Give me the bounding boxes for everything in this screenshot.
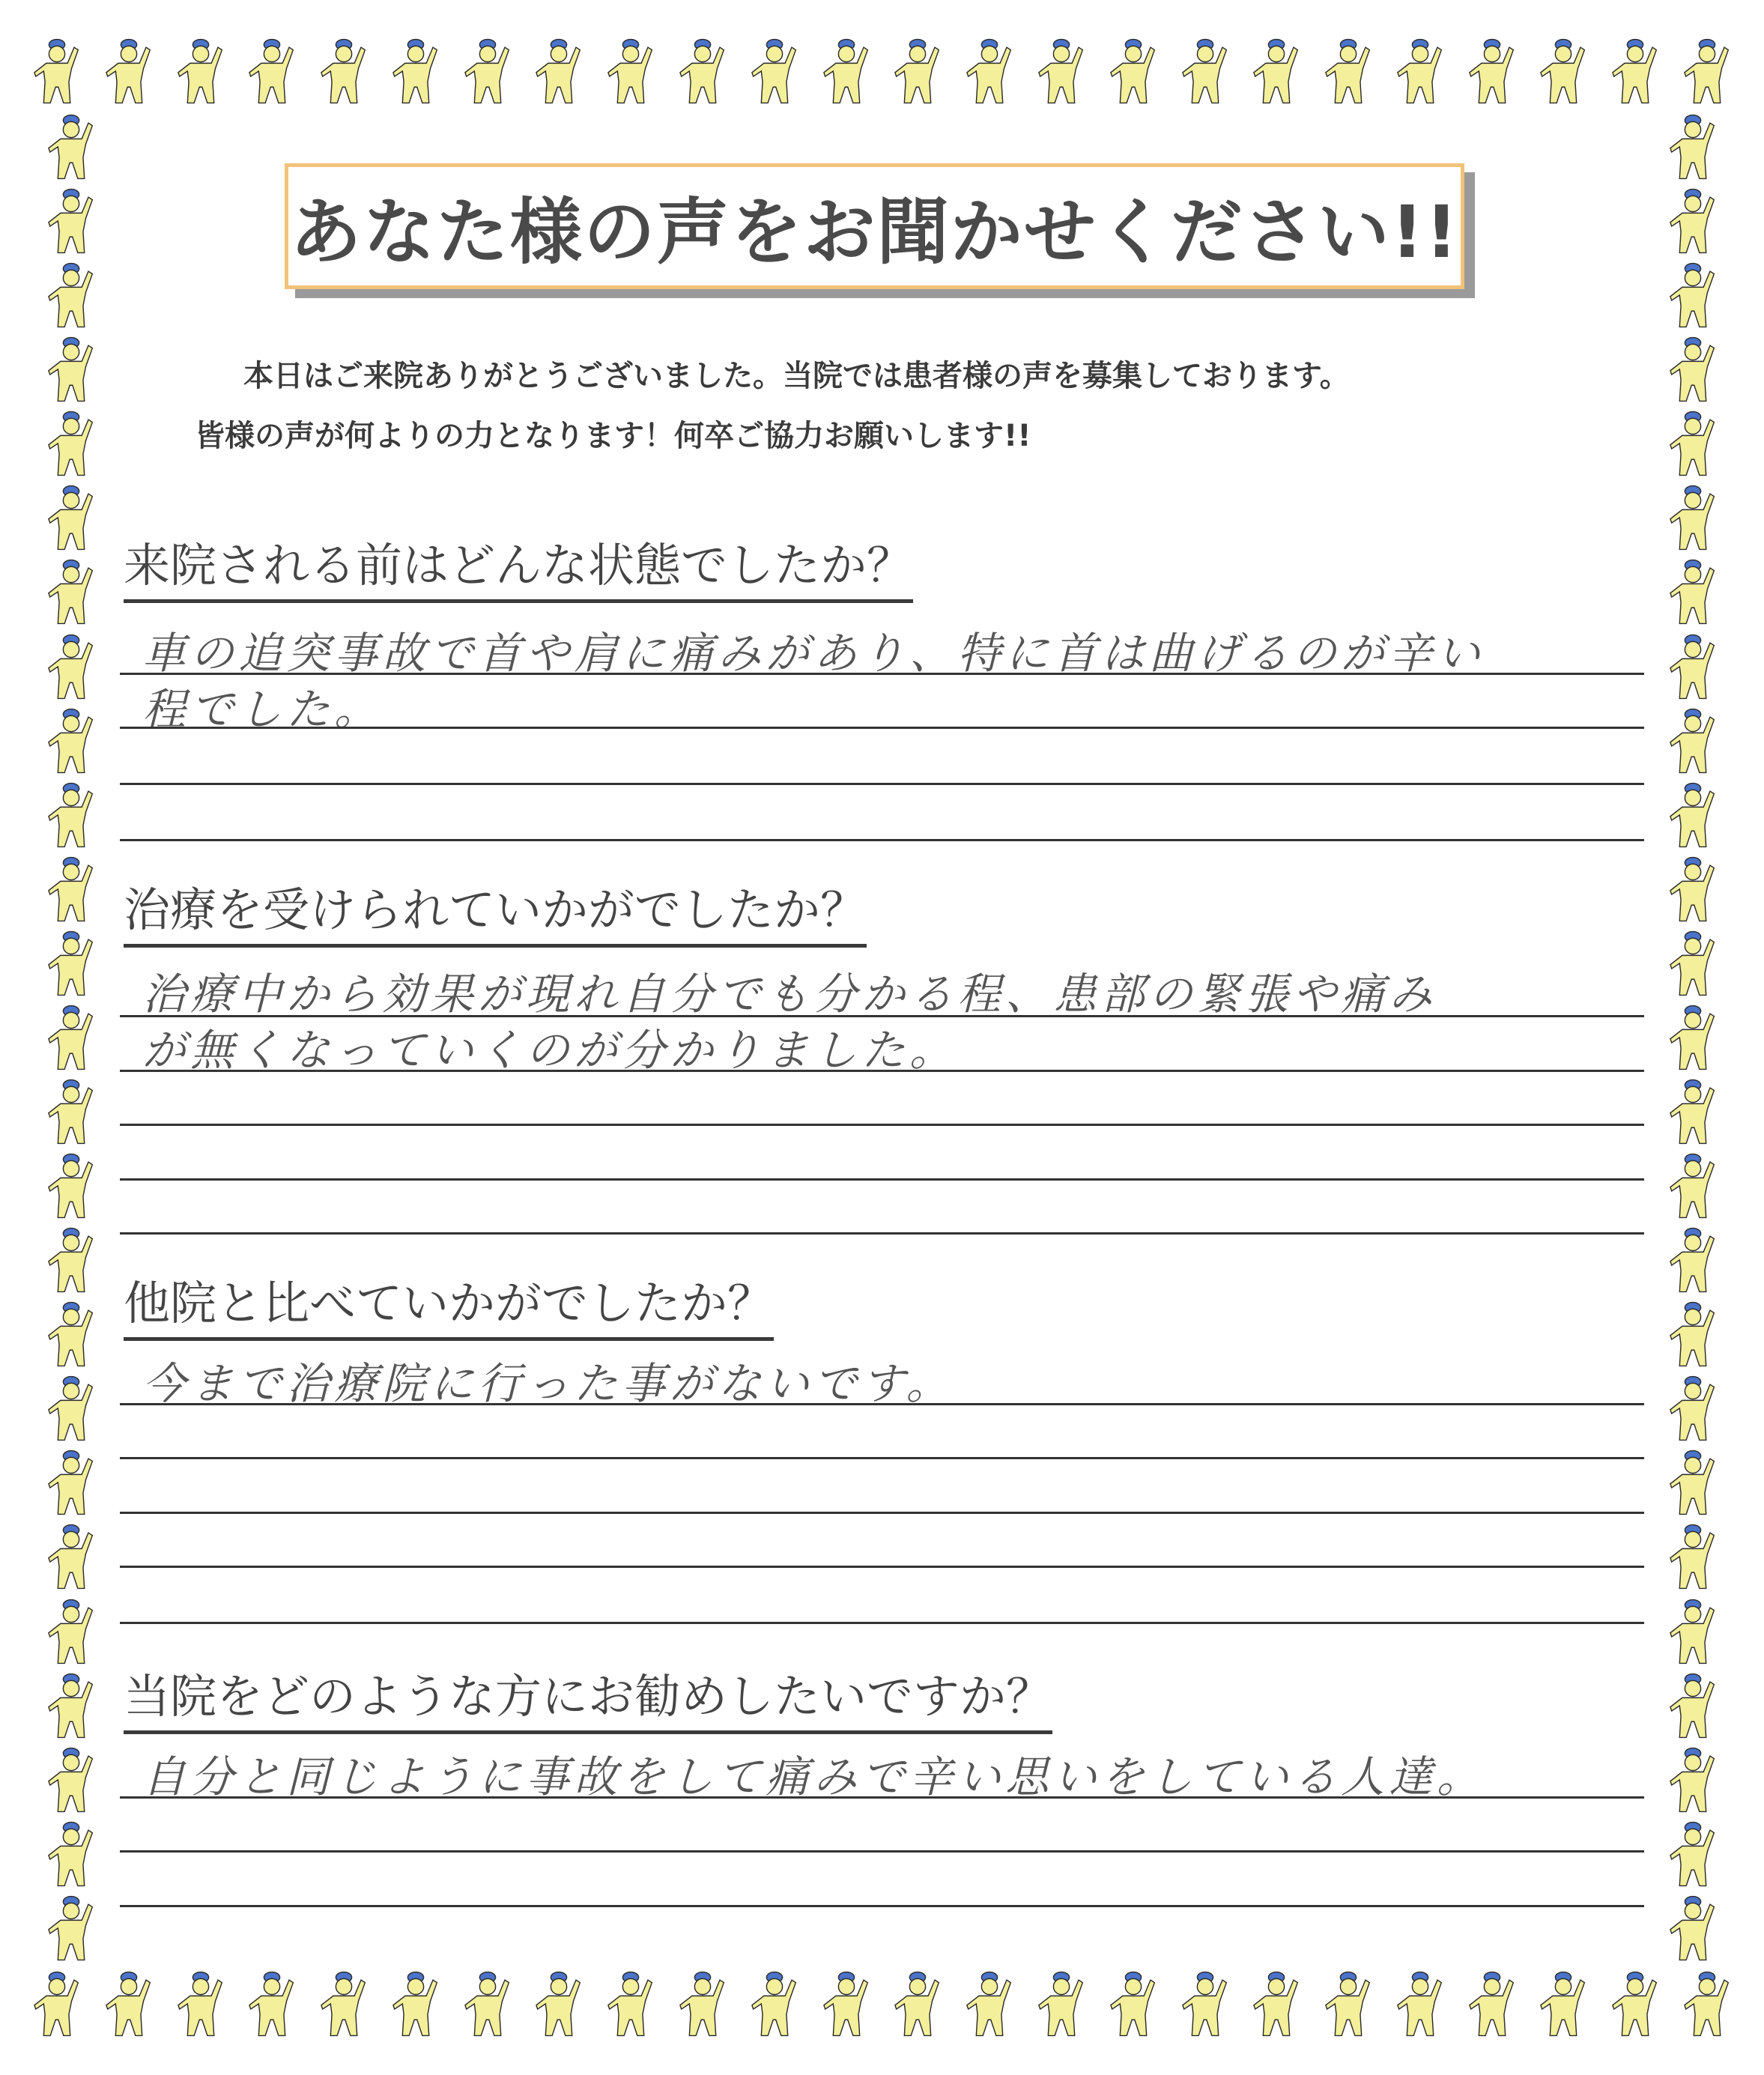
mascot-figure-icon [461,1969,515,2038]
mascot-figure-icon [44,187,98,255]
mascot-figure-icon [819,1969,873,2038]
mascot-figure-icon [44,335,98,404]
mascot-figure-icon [44,557,98,626]
question-1-label: 来院される前はどんな状態でしたか？ [124,528,913,603]
answer-1-line-1: 車の追突事故で首や肩に痛みがあり、特に首は曲げるのが辛い [142,628,1485,679]
title-box [285,163,1464,289]
mascot-figure-icon [1536,1969,1590,2038]
mascot-figure-icon [963,37,1016,106]
mascot-figure-icon [1666,483,1720,552]
mascot-figure-icon [44,1003,98,1072]
mascot-figure-icon [748,1969,801,2038]
mascot-figure-icon [1321,1969,1375,2038]
mascot-figure-icon [1666,781,1720,849]
mascot-figure-icon [1393,1969,1447,2038]
mascot-figure-icon [30,1969,84,2038]
mascot-figure-icon [676,37,730,106]
mascot-figure-icon [1680,37,1734,106]
intro-line-1: 本日はご来院ありがとうございました。当院では患者様の声を募集しております。 [243,359,1350,393]
mascot-figure-icon [1465,1969,1519,2038]
mascot-figure-icon [1666,1671,1720,1740]
answer-1-rule-3 [120,783,1644,785]
question-4-label: 当院をどのような方にお勧めしたいですか？ [124,1659,1052,1734]
mascot-figure-icon [44,1522,98,1591]
answer-4-rule-2 [120,1850,1644,1853]
mascot-figure-icon [1666,1300,1720,1369]
bottom-border [30,1963,1734,2045]
mascot-figure-icon [819,37,873,106]
answer-2-line-2: が無くなっていくのが分かりました。 [142,1025,958,1076]
mascot-figure-icon [1393,37,1447,106]
mascot-figure-icon [532,1969,586,2038]
mascot-figure-icon [963,1969,1016,2038]
mascot-figure-icon [604,1969,658,2038]
mascot-figure-icon [44,632,98,701]
mascot-figure-icon [1666,1597,1720,1666]
mascot-figure-icon [44,261,98,330]
mascot-figure-icon [44,1151,98,1220]
mascot-figure-icon [44,1300,98,1369]
answer-2-rule-3 [120,1124,1644,1126]
page-title: あなた様の声をお聞かせください!! [289,190,1460,274]
mascot-figure-icon [604,37,658,106]
mascot-figure-icon [174,1969,228,2038]
mascot-figure-icon [1666,855,1720,924]
mascot-figure-icon [44,409,98,478]
answer-4-line-1: 自分と同じように事故をして痛みで辛い思いをしている人達。 [142,1751,1485,1802]
mascot-figure-icon [1106,1969,1160,2038]
mascot-figure-icon [44,1894,98,1963]
answer-3-rule-3 [120,1512,1644,1514]
answer-4-rule-3 [120,1905,1644,1907]
mascot-figure-icon [30,37,84,106]
mascot-figure-icon [1666,1522,1720,1591]
answer-1-line-2: 程でした。 [142,684,383,735]
mascot-figure-icon [44,706,98,775]
mascot-figure-icon [1178,37,1232,106]
left-border [30,112,112,1963]
mascot-figure-icon [44,781,98,849]
mascot-figure-icon [1536,37,1590,106]
mascot-figure-icon [676,1969,730,2038]
intro-line-2: 皆様の声が何よりの力となります！何卒ご協力お願いします!! [195,419,1031,453]
mascot-figure-icon [102,37,156,106]
answer-4-rule-1 [120,1796,1644,1799]
answer-2-rule-2 [120,1070,1644,1072]
mascot-figure-icon [1666,1226,1720,1294]
answer-1-rule-2 [120,727,1644,729]
mascot-figure-icon [1178,1969,1232,2038]
right-border [1652,112,1734,1963]
mascot-figure-icon [389,37,443,106]
mascot-figure-icon [1666,632,1720,701]
mascot-figure-icon [44,1448,98,1517]
mascot-figure-icon [1465,37,1519,106]
mascot-figure-icon [1321,37,1375,106]
mascot-figure-icon [44,1820,98,1888]
mascot-figure-icon [389,1969,443,2038]
mascot-figure-icon [1666,261,1720,330]
question-2-label: 治療を受けられていかがでしたか？ [124,873,867,948]
mascot-figure-icon [1666,1745,1720,1814]
answer-3-line-1: 今まで治療院に行った事がないです。 [142,1358,954,1409]
mascot-figure-icon [1666,706,1720,775]
mascot-figure-icon [1249,1969,1303,2038]
mascot-figure-icon [44,929,98,998]
mascot-figure-icon [44,1597,98,1666]
mascot-figure-icon [1666,1894,1720,1963]
mascot-figure-icon [317,1969,371,2038]
mascot-figure-icon [1608,1969,1662,2038]
mascot-figure-icon [1666,1151,1720,1220]
mascot-figure-icon [1666,112,1720,181]
mascot-figure-icon [1666,335,1720,404]
mascot-figure-icon [1666,1448,1720,1517]
answer-3-rule-2 [120,1457,1644,1459]
mascot-figure-icon [1608,37,1662,106]
mascot-figure-icon [1034,37,1088,106]
mascot-figure-icon [245,1969,299,2038]
mascot-figure-icon [461,37,515,106]
answer-2-rule-4 [120,1178,1644,1181]
mascot-figure-icon [174,37,228,106]
mascot-figure-icon [44,1671,98,1740]
mascot-figure-icon [1666,557,1720,626]
mascot-figure-icon [1666,187,1720,255]
mascot-figure-icon [1034,1969,1088,2038]
mascot-figure-icon [102,1969,156,2038]
mascot-figure-icon [1666,1003,1720,1072]
mascot-figure-icon [44,1077,98,1146]
mascot-figure-icon [245,37,299,106]
answer-2-rule-5 [120,1232,1644,1235]
mascot-figure-icon [748,37,801,106]
answer-2-rule-1 [120,1015,1644,1017]
mascot-figure-icon [44,112,98,181]
mascot-figure-icon [44,483,98,552]
mascot-figure-icon [44,1745,98,1814]
mascot-figure-icon [1680,1969,1734,2038]
question-3-label: 他院と比べていかがでしたか？ [124,1266,774,1341]
answer-1-rule-4 [120,839,1644,841]
mascot-figure-icon [532,37,586,106]
answer-3-rule-5 [120,1622,1644,1624]
mascot-figure-icon [44,855,98,924]
mascot-figure-icon [1666,929,1720,998]
mascot-figure-icon [1249,37,1303,106]
mascot-figure-icon [1106,37,1160,106]
answer-3-rule-4 [120,1566,1644,1568]
mascot-figure-icon [891,1969,945,2038]
mascot-figure-icon [1666,1820,1720,1888]
mascot-figure-icon [44,1374,98,1443]
mascot-figure-icon [891,37,945,106]
mascot-figure-icon [1666,409,1720,478]
mascot-figure-icon [1666,1374,1720,1443]
mascot-figure-icon [44,1226,98,1294]
answer-3-rule-1 [120,1403,1644,1405]
answer-1-rule-1 [120,673,1644,675]
mascot-figure-icon [1666,1077,1720,1146]
top-border [30,30,1734,112]
answer-2-line-1: 治療中から効果が現れ自分でも分かる程、患部の緊張や痛み [142,969,1437,1020]
mascot-figure-icon [317,37,371,106]
